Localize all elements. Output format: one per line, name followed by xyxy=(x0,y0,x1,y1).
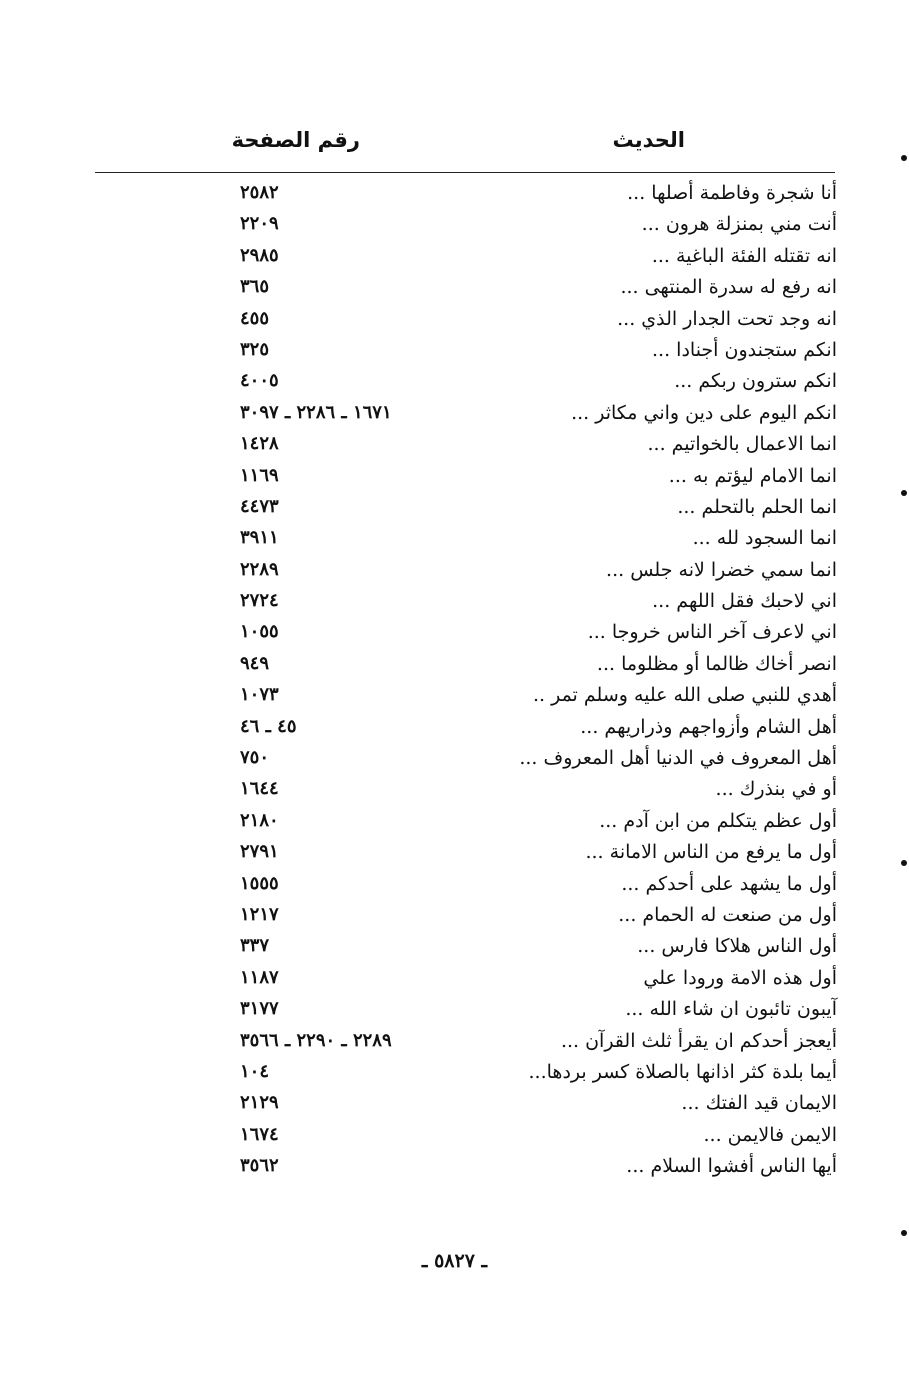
page-reference: ١٠٥٥ xyxy=(240,621,279,643)
hadith-text: أهدي للنبي صلى الله عليه وسلم تمر .. xyxy=(532,684,837,707)
page-reference: ٢١٨٠ xyxy=(240,809,279,831)
list-item xyxy=(0,241,909,272)
page-reference: ١٦٧٤ xyxy=(240,1123,279,1145)
list-item xyxy=(0,398,909,429)
hadith-column-title: الحديث xyxy=(612,128,685,152)
list-item xyxy=(0,680,909,711)
hadith-text: انكم اليوم على دين واني مكاثر ... xyxy=(571,401,837,424)
page-reference: ١٠٧٣ xyxy=(240,684,279,706)
margin-mark xyxy=(901,490,907,496)
hadith-text: انما السجود لله ... xyxy=(692,527,837,550)
page-reference: ٧٥٠ xyxy=(240,747,270,769)
hadith-text: أول عظم يتكلم من ابن آدم ... xyxy=(599,809,837,832)
hadith-text: انه تقتله الفئة الباغية ... xyxy=(651,244,837,267)
hadith-text: أول هذه الامة ورودا علي xyxy=(643,966,837,989)
page-reference: ٢٥٨٢ xyxy=(240,182,279,203)
page-number-footer: ـ ٥٨٢٧ ـ xyxy=(421,1250,488,1272)
page-reference: ٣٩١١ xyxy=(240,527,279,549)
page-reference: ٤٤٧٣ xyxy=(240,495,279,517)
list-item xyxy=(0,712,909,743)
margin-mark xyxy=(901,155,907,161)
hadith-text: أول الناس هلاكا فارس ... xyxy=(637,935,837,958)
list-item xyxy=(0,304,909,335)
page-reference: ٣٦٥ xyxy=(240,276,270,298)
hadith-text: أيها الناس أفشوا السلام ... xyxy=(626,1155,837,1178)
hadith-text: أهل المعروف في الدنيا أهل المعروف ... xyxy=(519,747,837,770)
list-item xyxy=(0,335,909,366)
list-item xyxy=(0,963,909,994)
list-item xyxy=(0,869,909,900)
list-item xyxy=(0,1057,909,1088)
page-reference: ٢٧٢٤ xyxy=(240,590,279,612)
page-number-column-title: رقم الصفحة xyxy=(231,128,360,152)
list-item xyxy=(0,1026,909,1057)
page-reference: ٩٤٩ xyxy=(240,652,270,674)
list-item xyxy=(0,209,909,240)
page-reference: ٢٢٠٩ xyxy=(240,213,279,235)
page-reference: ١١٨٧ xyxy=(240,966,279,988)
page-reference: ١٢١٧ xyxy=(240,903,279,925)
hadith-text: انه وجد تحت الجدار الذي ... xyxy=(617,307,837,330)
page-reference: ٤٥ ـ ٤٦ xyxy=(240,715,297,737)
page-reference: ٢١٢٩ xyxy=(240,1092,279,1114)
list-item xyxy=(0,429,909,460)
hadith-text: الايمان قيد الفتك ... xyxy=(681,1092,837,1115)
list-item xyxy=(0,586,909,617)
list-item xyxy=(0,931,909,962)
hadith-index-list xyxy=(0,178,909,1183)
table-header xyxy=(90,128,835,168)
hadith-text: انما الحلم بالتحلم ... xyxy=(677,495,837,518)
list-item xyxy=(0,272,909,303)
hadith-text: أنت مني بمنزلة هرون ... xyxy=(641,213,837,236)
hadith-text: انما الاعمال بالخواتيم ... xyxy=(647,433,837,456)
list-item xyxy=(0,555,909,586)
margin-mark xyxy=(901,860,907,866)
page-reference: ٤٥٥ xyxy=(240,307,270,329)
list-item xyxy=(0,1088,909,1119)
page-reference: ١١٦٩ xyxy=(240,464,279,486)
hadith-text: انما سمي خضرا لانه جلس ... xyxy=(606,558,837,581)
hadith-text: انما الامام ليؤتم به ... xyxy=(668,464,837,487)
hadith-text: انكم ستجندون أجنادا ... xyxy=(652,338,837,361)
list-item xyxy=(0,774,909,805)
hadith-text: الايمن فالايمن ... xyxy=(703,1123,837,1146)
page-reference: ٤٠٠٥ xyxy=(240,370,279,392)
page-reference: ٢٢٨٩ xyxy=(240,558,279,580)
list-item xyxy=(0,837,909,868)
list-item xyxy=(0,178,909,209)
list-item xyxy=(0,617,909,648)
list-item xyxy=(0,994,909,1025)
hadith-text: اني لاعرف آخر الناس خروجا ... xyxy=(587,621,837,644)
page-reference: ٣١٧٧ xyxy=(240,998,279,1020)
hadith-text: أول ما يرفع من الناس الامانة ... xyxy=(585,841,837,864)
list-item xyxy=(0,1151,909,1182)
list-item xyxy=(0,1120,909,1151)
page-reference: ١٥٥٥ xyxy=(240,872,279,894)
hadith-text: أو في بنذرك ... xyxy=(715,778,837,801)
page-reference: ٢٢٨٩ ـ ٢٢٩٠ ـ ٣٥٦٦ xyxy=(240,1029,392,1051)
page-reference: ٣٥٦٢ xyxy=(240,1155,279,1177)
hadith-text: انه رفع له سدرة المنتهى ... xyxy=(620,276,837,299)
hadith-text: أهل الشام وأزواجهم وذراريهم ... xyxy=(580,715,837,738)
hadith-text: أنا شجرة وفاطمة أصلها ... xyxy=(627,182,837,204)
list-item xyxy=(0,461,909,492)
list-item xyxy=(0,649,909,680)
page-reference: ١٦٧١ ـ ٢٢٨٦ ـ ٣٠٩٧ xyxy=(240,401,392,423)
header-divider xyxy=(95,172,835,173)
page-reference: ١٤٢٨ xyxy=(240,433,279,455)
hadith-text: أول من صنعت له الحمام ... xyxy=(618,903,837,926)
list-item xyxy=(0,492,909,523)
list-item xyxy=(0,806,909,837)
hadith-text: أيما بلدة كثر اذانها بالصلاة كسر بردها... xyxy=(528,1060,837,1083)
list-item xyxy=(0,900,909,931)
hadith-text: انصر أخاك ظالما أو مظلوما ... xyxy=(596,652,837,675)
page-reference: ١٦٤٤ xyxy=(240,778,279,800)
list-item xyxy=(0,366,909,397)
list-item xyxy=(0,743,909,774)
page-reference: ٣٢٥ xyxy=(240,338,270,360)
hadith-text: اني لاحبك فقل اللهم ... xyxy=(652,590,837,613)
page-reference: ٢٧٩١ xyxy=(240,841,279,863)
margin-mark xyxy=(901,1230,907,1236)
page-reference: ١٠٤ xyxy=(240,1060,270,1082)
page-reference: ٣٣٧ xyxy=(240,935,270,957)
hadith-text: انكم سترون ربكم ... xyxy=(674,370,837,393)
page-reference: ٢٩٨٥ xyxy=(240,244,279,266)
hadith-text: آيبون تائبون ان شاء الله ... xyxy=(625,998,837,1021)
hadith-text: أول ما يشهد على أحدكم ... xyxy=(621,872,837,895)
hadith-text: أيعجز أحدكم ان يقرأ ثلث القرآن ... xyxy=(560,1029,837,1052)
list-item xyxy=(0,523,909,554)
